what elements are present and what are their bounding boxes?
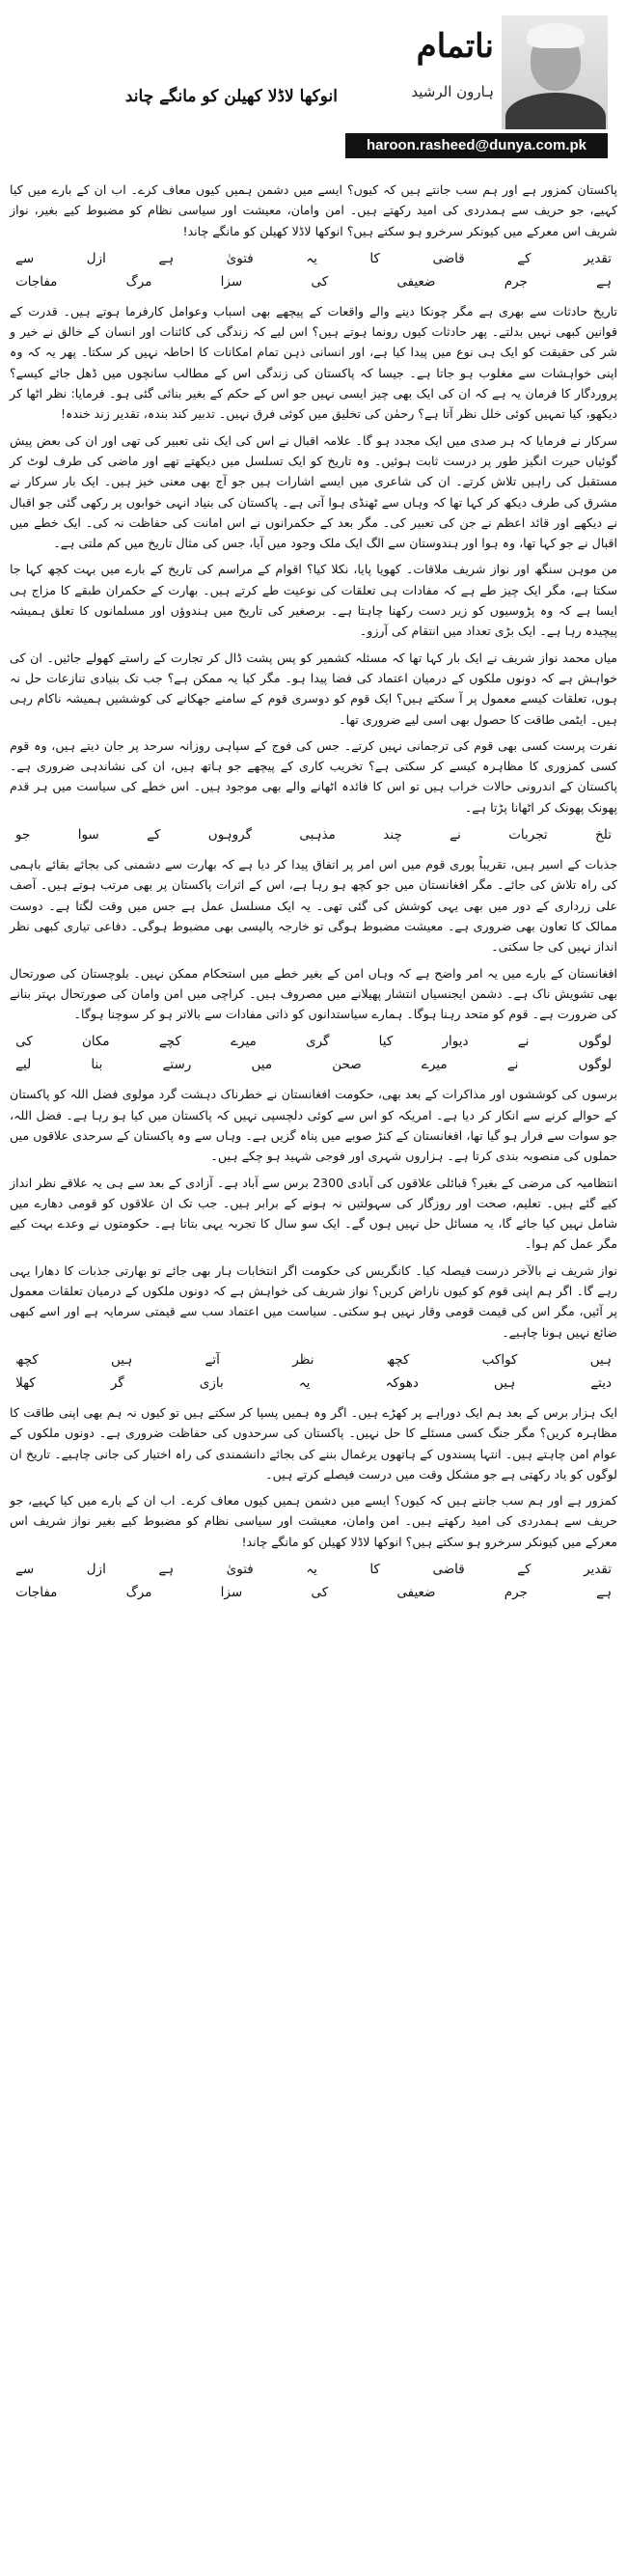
verse-couplet <box>10 247 617 293</box>
verse-word: کے <box>517 1562 532 1578</box>
verse-word: کچے <box>158 1034 181 1050</box>
verse-word: یہ <box>306 250 317 266</box>
verse-word: نے <box>506 1057 519 1073</box>
verse-line <box>10 823 617 846</box>
verse-word: میرے <box>421 1057 448 1073</box>
verse-line <box>10 270 617 293</box>
paragraph: تاریخ حادثات سے بھری ہے مگر چونکا دینے والے واقعات کے پیچھے بھی اسباب وعوامل کارفرما ہوتے ہیں۔ قدرت کے قوانین کبھی نہیں بدلتے۔ پھر حادثات کیوں رونما ہوتے ہیں؟ اس لیے کہ زندگی کی کائنات اور انسان کے خالق نے خیر و شر کی حقیقت کو ایک ہی نوع میں پیدا کیا ہے، اور انسانی ذہن تمام امکانات کا احاطہ نہیں کر سکتا۔ پھر یہ کہ وہ اپنی خواہشات سے مغلوب ہو جاتا ہے۔ جیسا کہ پاکستان کی زندگی اس کے مطالب سانچوں میں ڈھل جائے کیسے؟ پروردگار کا فرمان یہ ہے کہ ان کی ایک بھی چیز ایسی نہیں جو اس کے حکم کے بغیر بنائی گئی ہو۔ فرمایا: نظر اٹھا کر دیکھو، کیا تمہیں کوئی خلل نظر آتا ہے؟ رحمٰن کی تخلیق میں کوئی فرق نہیں۔ تدبیر کند بندہ، تقدیر زند خندہ! <box>10 303 617 422</box>
verse-word: مفاجات <box>15 1585 58 1601</box>
verse-word: جرم <box>504 1585 528 1601</box>
verse-word: کچھ <box>15 1351 39 1368</box>
paragraph: افغانستان کے بارے میں یہ امر واضح ہے کہ وہاں امن کے بغیر خطے میں استحکام ممکن نہیں۔ بلوچستان کی صورتحال بھی تشویش ناک ہے۔ دشمن ایجنسیاں انتشار پھیلانے میں مصروف ہیں۔ کراچی میں امن وامان کی صورتحال بہتر بنانے کی ضرورت ہے۔ قوم کو متحد رہنا ہوگا۔ ہمارے سیاستدانوں کو ذاتی مفادات سے بالاتر ہو کر سوچنا ہوگا۔ <box>10 965 617 1022</box>
paragraph: نواز شریف نے بالآخر درست فیصلہ کیا۔ کانگریس کی حکومت اگر انتخابات ہار بھی جائے تو بھارتی جذبات کا دھارا یہی رہے گا۔ اگر ہم اپنی قوم کو کیوں ناراض کریں؟ نواز شریف کی خواہش ہے کہ دونوں ملکوں کے درمیان تعلقات معمول پر آئیں، مگر اس کی قیمت قومی وقار نہیں ہو سکتی۔ سیاست میں اعتماد سب سے قیمتی سرمایہ ہے اور اسے کبھی ضائع نہیں ہونا چاہیے۔ <box>10 1262 617 1340</box>
column-header <box>10 8 617 180</box>
verse-word: ہیں <box>493 1374 516 1391</box>
verse-word: ہے <box>158 1562 175 1578</box>
verse-word: کا <box>369 1562 380 1578</box>
verse-word: فتویٰ <box>226 250 254 266</box>
verse-line <box>10 1558 617 1581</box>
verse-word: تقدیر <box>584 1562 612 1578</box>
verse-word: ہے <box>596 1585 612 1601</box>
verse-couplet <box>10 1558 617 1604</box>
paragraph: ایک ہزار برس کے بعد ہم ایک دوراہے پر کھڑے ہیں۔ اگر وہ ہمیں پسپا کر سکتے ہیں تو کیوں نہ ہم بھی اپنی طاقت کا مظاہرہ کریں؟ مگر جنگ کسی مسئلے کا حل نہیں۔ پاکستان کی سرحدوں کی حفاظت ضروری ہے۔ دونوں ملکوں کے عوام امن چاہتے ہیں۔ انتہا پسندوں کے ہاتھوں یرغمال بننے کی بجائے دانشمندی کی راہ اختیار کی جانی چاہیے۔ تاریخ ان لوگوں کو یاد رکھتی ہے جو مشکل وقت میں درست فیصلے کرتے ہیں۔ <box>10 1404 617 1482</box>
verse-word: تجربات <box>508 827 548 844</box>
verse-word: ہے <box>158 250 175 266</box>
paragraph: انتظامیہ کی مرضی کے بغیر؟ قبائلی علاقوں کی آبادی 2300 برس سے آباد ہے۔ آزادی کے بعد سے ہی یہ علاقے نظر انداز کیے گئے ہیں۔ تعلیم، صحت اور روزگار کی سہولتیں نہ ہونے کے برابر ہیں۔ جب تک ان علاقوں کو قومی دھارے میں شامل نہیں کیا جائے گا، یہ مسائل حل نہیں ہوں گے۔ ایک سو سال کا تجربہ یہی بتاتا ہے۔ حکومتوں نے وعدے بہت کیے مگر عمل کم ہوا۔ <box>10 1175 617 1252</box>
verse-word: کچھ <box>386 1351 410 1368</box>
verse-word: مرگ <box>125 1585 152 1601</box>
author-email: haroon.rasheed@dunya.com.pk <box>345 133 608 158</box>
verse-word: صحن <box>332 1057 362 1073</box>
verse-word: لوگوں <box>578 1034 612 1050</box>
verse-line <box>10 1030 617 1053</box>
verse-word: نے <box>517 1034 530 1050</box>
verse-line <box>10 1053 617 1076</box>
verse-word: بنا <box>91 1057 103 1073</box>
verse-word: آتے <box>204 1351 220 1368</box>
verse-word: چند <box>383 827 402 844</box>
verse-word: قاضی <box>432 250 465 266</box>
paragraph: سرکار نے فرمایا کہ ہر صدی میں ایک مجدد ہو گا۔ علامہ اقبال نے اس کی ایک نئی تعبیر کی تھی اور ان کی بعض پیش گوئیاں حیرت انگیز طور پر درست ثابت ہوئیں۔ وہ تاریخ کو ایک تسلسل میں دیکھتے تھے اور ماضی کی طرف لوٹ کر مستقبل کی راہیں تلاش کرتے۔ ان کی شاعری میں ایسے اشارات ہیں جو آج بھی معنی خیز ہیں۔ ایک بار سرکار نے مشرق کی طرف دیکھ کر کہا تھا کہ وہاں سے ٹھنڈی ہوا آتی ہے۔ پاکستان کی بنیاد انہی خوابوں پر رکھی گئی جو اقبال نے دیکھے اور قائد اعظم نے جن کی تعبیر کی۔ مگر بعد کے حکمرانوں نے اس امانت کی حفاظت نہ کی۔ ایک خطے میں اقبال نے جو کہا تھا، وہ ہوا اور ہندوستان سے الگ ایک ملک وجود میں آیا، جس کی مثال تاریخ میں کم ملتی ہے۔ <box>10 432 617 551</box>
verse-word: دیوار <box>442 1034 469 1050</box>
author-name: ہارون الرشید <box>411 83 494 100</box>
paragraph: کمزور ہے اور ہم سب جانتے ہیں کہ کیوں؟ ایسے میں دشمن ہمیں کیوں معاف کرے۔ اب ان کے بارے میں کیا کہیے، جو حریف سے ہمدردی کی امید رکھتے ہیں۔ امن وامان، معیشت اور سیاسی نظام کو مضبوط کیے بغیر نواز شریف اس معرکے میں کیونکر سرخرو ہو سکتے ہیں؟ انوکھا لاڈلا کھیلن کو مانگے چاند! <box>10 1493 617 1549</box>
verse-word: لوگوں <box>578 1057 612 1073</box>
verse-couplet <box>10 1030 617 1076</box>
verse-word: ہیں <box>589 1351 612 1368</box>
paragraph: میاں محمد نواز شریف نے ایک بار کہا تھا کہ مسئلہ کشمیر کو پس پشت ڈال کر تجارت کے راستے کھولے جائیں۔ ان کی خواہش ہے کہ دونوں ملکوں کے درمیان اعتماد کی فضا پیدا ہو۔ مگر کیا یہ ممکن ہے؟ جب تک بنیادی تنازعات حل نہ ہوں، تعلقات کیسے معمول پر آ سکتے ہیں؟ ایک قوم کو دوسری قوم کے سامنے جھکانے کی کوششیں ہمیشہ ناکام رہی ہیں۔ ایٹمی طاقت کا حصول بھی اسی لیے ضروری تھا۔ <box>10 650 617 727</box>
verse-word: رستے <box>162 1057 192 1073</box>
verse-word: کا <box>369 250 380 266</box>
paragraph: جذبات کے اسیر ہیں، تقریباً پوری قوم میں اس امر پر اتفاق پیدا کر دیا ہے کہ بھارت سے دشمنی کی بجائے بقائے باہمی کی راہ تلاش کی جائے۔ مگر افغانستان میں جو کچھ ہو رہا ہے، اس کے اثرات پاکستان پر بھی مرتب ہوتے ہیں۔ آصف علی زرداری کے دور میں بھی یہی کوشش کی گئی تھی۔ یہ ایک مسلسل عمل ہے جس میں وقت لگتا ہے۔ دوست ممالک کا تعاون بھی ضروری ہے۔ معیشت مضبوط ہوگی تو خارجہ پالیسی بھی مضبوط ہوگی۔ دفاعی تیاری کبھی نظر انداز نہیں کی جا سکتی۔ <box>10 857 617 955</box>
masthead <box>345 15 608 170</box>
verse-word: لیے <box>15 1057 32 1073</box>
verse-word: جو <box>15 827 31 844</box>
headline: انوکھا لاڈلا کھیلن کو مانگے چاند <box>124 87 338 107</box>
verse-word: کی <box>311 273 329 290</box>
verse-word: سے <box>15 250 35 266</box>
verse-word: گر <box>110 1374 124 1391</box>
verse-word: مرگ <box>125 273 152 290</box>
verse-word: میرے <box>231 1034 257 1050</box>
verse-word: ازل <box>86 250 106 266</box>
verse-word: بازی <box>199 1374 224 1391</box>
verse-word: ہیں <box>111 1351 133 1368</box>
verse-word: کی <box>15 1034 33 1050</box>
verse-word: نظر <box>292 1351 314 1368</box>
paragraph: من موہن سنگھ اور نواز شریف ملاقات۔ کھویا پایا، نکلا کیا؟ اقوام کے مراسم کی تاریخ کے بارے میں بہت کچھ کہا جا سکتا ہے، مگر ایک چیز طے ہے کہ مفادات ہی تعلقات کی نوعیت طے کرتے ہیں۔ بھارت کے حکمران طبقے کا مزاج ہی ایسا ہے کہ وہ پڑوسیوں کو زیر دست رکھنا چاہتا ہے۔ برصغیر کی تاریخ میں ہندوؤں اور مسلمانوں کا تعلق ہمیشہ پیچیدہ رہا ہے۔ ایک بڑی تعداد میں انتقام کی آرزو۔ <box>10 562 617 639</box>
verse-word: گروہوں <box>207 827 252 844</box>
paragraph: برسوں کی کوششوں اور مذاکرات کے بعد بھی، حکومت افغانستان نے خطرناک دہشت گرد مولوی فضل اللہ کو پاکستان کے حوالے کرنے سے انکار کر دیا ہے۔ امریکہ کو اس سے کوئی دلچسپی نہیں کہ پاکستان میں کیا ہو رہا ہے۔ فضل اللہ، جو سوات سے فرار ہو گیا تھا، افغانستان کے کنڑ صوبے میں پناہ گزیں ہے۔ وہاں سے وہ پاکستان کے سرحدی علاقوں میں حملوں کی منصوبہ بندی کرتا ہے۔ ہزاروں شہری اور فوجی شہید ہو چکے ہیں۔ <box>10 1087 617 1164</box>
verse-word: کواکب <box>481 1351 518 1368</box>
verse-word: سزا <box>220 273 243 290</box>
verse-word: ضعیفی <box>396 1585 436 1601</box>
verse-word: یہ <box>306 1562 317 1578</box>
paragraph: نفرت پرست کسی بھی قوم کی ترجمانی نہیں کرتے۔ جس کی فوج کے سپاہی روزانہ سرحد پر جان دیتے ہیں، وہ قوم کسی کمزوری کا مظاہرہ کیسے کر سکتی ہے؟ تخریب کاری کے پیچھے جو ہاتھ ہیں، ان کی نشاندہی ضروری ہے۔ پاکستان کے اندرونی حالات خراب ہیں تو اس کا فائدہ اٹھانے والے بھی موجود ہیں۔ اس خطے کی سیاست میں ہر قدم پھونک پھونک کر اٹھانا پڑتا ہے۔ <box>10 737 617 815</box>
verse-word: کے <box>147 827 161 844</box>
verse-word: مکان <box>81 1034 110 1050</box>
verse-word: سزا <box>220 1585 243 1601</box>
verse-word: مفاجات <box>15 273 58 290</box>
verse-word: دھوکہ <box>385 1374 419 1391</box>
verse-line <box>10 247 617 270</box>
verse-word: ہے <box>596 273 612 290</box>
columnist-portrait <box>502 15 608 129</box>
verse-word: ضعیفی <box>396 273 436 290</box>
paragraph: پاکستان کمزور ہے اور ہم سب جانتے ہیں کہ کیوں؟ ایسے میں دشمن ہمیں کیوں معاف کرے۔ اب ان کے بارے میں کیا کہیے، جو حریف سے ہمدردی کی امید رکھتے ہیں۔ امن وامان، معیشت اور سیاسی نظام کو مضبوط کیے بغیر، نواز شریف اس معرکے میں کیونکر سرخرو ہو سکتے ہیں؟ انوکھا لاڈلا کھیلن کو مانگے چاند! <box>10 182 617 238</box>
verse-word: نے <box>450 827 461 844</box>
verse-word: کے <box>517 250 532 266</box>
article-body <box>10 180 617 1604</box>
verse-couplet <box>10 1348 617 1395</box>
verse-couplet <box>10 823 617 846</box>
verse-word: قاضی <box>432 1562 465 1578</box>
verse-line <box>10 1581 617 1604</box>
verse-word: کی <box>311 1585 329 1601</box>
verse-line <box>10 1371 617 1395</box>
verse-word: کھلا <box>15 1374 36 1391</box>
verse-word: یہ <box>298 1374 311 1391</box>
column-title: ناتمام <box>416 27 494 66</box>
verse-word: کیا <box>378 1034 394 1050</box>
verse-word: ازل <box>86 1562 106 1578</box>
verse-word: میں <box>251 1057 273 1073</box>
verse-word: تلخ <box>595 827 612 844</box>
verse-line <box>10 1348 617 1371</box>
verse-word: دیتے <box>590 1374 612 1391</box>
verse-word: تقدیر <box>584 250 612 266</box>
verse-word: گری <box>306 1034 330 1050</box>
verse-word: سے <box>15 1562 35 1578</box>
verse-word: مذہبی <box>299 827 336 844</box>
verse-word: جرم <box>504 273 528 290</box>
verse-word: فتویٰ <box>226 1562 254 1578</box>
verse-word: سوا <box>77 827 99 844</box>
